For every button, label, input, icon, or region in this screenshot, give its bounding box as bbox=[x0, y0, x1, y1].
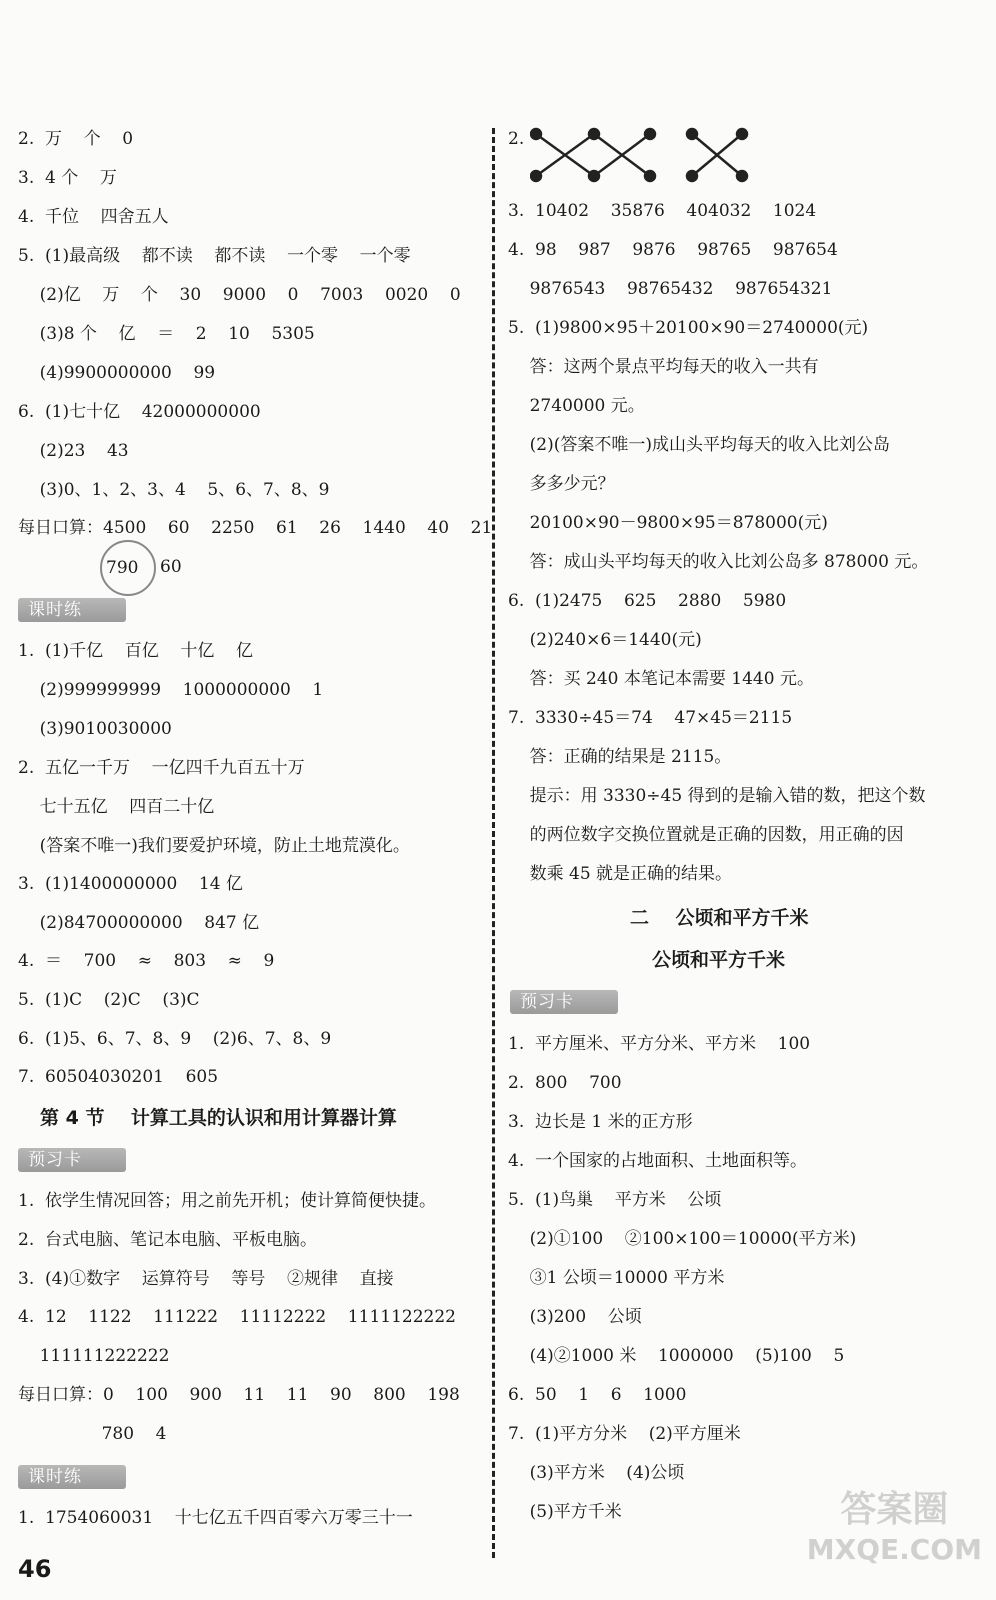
answer-line: (2)84700000000 847 亿 bbox=[18, 913, 260, 933]
answer-line: 4. ＝ 700 ≈ 803 ≈ 9 bbox=[18, 951, 275, 971]
section-tag-preview: 预习卡 bbox=[18, 1148, 126, 1172]
answer-line: 111111222222 bbox=[18, 1346, 170, 1366]
answer-line: (2)(答案不唯一)成山头平均每天的收入比刘公岛 bbox=[508, 435, 890, 455]
answer-line: 2. 台式电脑、笔记本电脑、平板电脑。 bbox=[18, 1230, 318, 1250]
answer-line: (5)平方千米 bbox=[508, 1502, 622, 1522]
answer-line: 6. (1)七十亿 42000000000 bbox=[18, 402, 261, 422]
matching-lines-diagram bbox=[530, 126, 750, 186]
answer-line: 2. 五亿一千万 一亿四千九百五十万 bbox=[18, 758, 305, 778]
answer-line: (3)200 公顷 bbox=[508, 1307, 642, 1327]
dot-marker bbox=[589, 129, 599, 139]
answer-line: 答：成山头平均每天的收入比刘公岛多 878000 元。 bbox=[508, 552, 929, 572]
answer-line: (3)9010030000 bbox=[18, 719, 172, 739]
answer-line: 3. (4)①数字 运算符号 等号 ②规律 直接 bbox=[18, 1269, 394, 1289]
answer-line: ③1 公顷＝10000 平方米 bbox=[508, 1268, 725, 1288]
answer-line: 5. (1)鸟巢 平方米 公顷 bbox=[508, 1190, 722, 1210]
answer-line: (4)②1000 米 1000000 (5)100 5 bbox=[508, 1346, 845, 1366]
answer-line: (2)①100 ②100×100＝10000(平方米) bbox=[508, 1229, 857, 1249]
answer-line: 1. 1754060031 十七亿五千四百零六万零三十一 bbox=[18, 1508, 413, 1528]
answer-line: 答：正确的结果是 2115。 bbox=[508, 747, 732, 767]
section-tag-preview: 预习卡 bbox=[510, 990, 618, 1014]
answer-line: 7. (1)平方分米 (2)平方厘米 bbox=[508, 1424, 741, 1444]
dot-marker bbox=[737, 171, 747, 181]
answer-line: 60 bbox=[160, 557, 182, 577]
dot-marker bbox=[687, 171, 697, 181]
answer-line: 3. 4 个 万 bbox=[18, 168, 117, 188]
answer-line: 1. (1)千亿 百亿 十亿 亿 bbox=[18, 641, 253, 661]
answer-line: 1. 依学生情况回答；用之前先开机；使计算简便快捷。 bbox=[18, 1191, 437, 1211]
answer-line: 4. 98 987 9876 98765 987654 bbox=[508, 240, 838, 260]
section-tag-practice: 课时练 bbox=[18, 1465, 126, 1489]
answer-line: 7. 3330÷45＝74 47×45＝2115 bbox=[508, 708, 793, 728]
answer-line: 多多少元？ bbox=[508, 474, 615, 494]
answer-line: (2)23 43 bbox=[18, 441, 129, 461]
dot-marker bbox=[531, 129, 541, 139]
watermark-logo bbox=[807, 1490, 982, 1570]
stamp-mark: 790 bbox=[100, 540, 156, 596]
answer-line: 5. (1)最高级 都不读 都不读 一个零 一个零 bbox=[18, 246, 411, 266]
answer-line: 6. (1)5、6、7、8、9 (2)6、7、8、9 bbox=[18, 1029, 332, 1049]
dot-marker bbox=[531, 171, 541, 181]
answer-line: 的两位数字交换位置就是正确的因数，用正确的因 bbox=[508, 825, 904, 845]
answer-line: 9876543 98765432 987654321 bbox=[508, 279, 833, 299]
answer-line: (4)9900000000 99 bbox=[18, 363, 216, 383]
mental-math-line: 每日口算：4500 60 2250 61 26 1440 40 21 bbox=[18, 518, 493, 538]
column-divider bbox=[492, 128, 495, 1558]
answer-line: 3. (1)1400000000 14 亿 bbox=[18, 874, 243, 894]
answer-line: 2. 800 700 bbox=[508, 1073, 622, 1093]
answer-line: 2. bbox=[508, 129, 525, 149]
answer-line: 6. 50 1 6 1000 bbox=[508, 1385, 687, 1405]
mental-math-line: 每日口算：0 100 900 11 11 90 800 198 bbox=[18, 1385, 460, 1405]
answer-line: 提示：用 3330÷45 得到的是输入错的数，把这个数 bbox=[508, 786, 926, 806]
watermark-url: MXQE.COM bbox=[806, 1533, 982, 1566]
dot-marker bbox=[589, 171, 599, 181]
dot-marker bbox=[645, 129, 655, 139]
page-number: 46 bbox=[18, 1555, 52, 1583]
answer-line: (答案不唯一)我们要爱护环境，防止土地荒漠化。 bbox=[18, 836, 410, 856]
answer-line: (3)8 个 亿 ＝ 2 10 5305 bbox=[18, 324, 315, 344]
dot-marker bbox=[687, 129, 697, 139]
answer-line: 3. 边长是 1 米的正方形 bbox=[508, 1112, 693, 1132]
answer-line: 3. 10402 35876 404032 1024 bbox=[508, 201, 817, 221]
answer-line: 七十五亿 四百二十亿 bbox=[18, 797, 215, 817]
answer-line: 4. 一个国家的占地面积、土地面积等。 bbox=[508, 1151, 808, 1171]
answer-line: 2740000 元。 bbox=[508, 396, 645, 416]
dot-marker bbox=[645, 171, 655, 181]
chapter-heading: 二 公顷和平方千米 bbox=[630, 907, 809, 929]
section-tag-practice: 课时练 bbox=[18, 598, 126, 622]
answer-line: 780 4 bbox=[80, 1424, 167, 1444]
answer-line: 5. (1)9800×95＋20100×90＝2740000(元) bbox=[508, 318, 869, 338]
answer-line: 2. 万 个 0 bbox=[18, 129, 134, 149]
watermark-text: 答案圈 bbox=[840, 1489, 949, 1530]
answer-line: 6. (1)2475 625 2880 5980 bbox=[508, 591, 787, 611]
answer-line: 数乘 45 就是正确的结果。 bbox=[508, 864, 733, 884]
answer-line: 1. 平方厘米、平方分米、平方米 100 bbox=[508, 1034, 811, 1054]
answer-line: (2)240×6＝1440(元) bbox=[508, 630, 702, 650]
answer-line: (2)999999999 1000000000 1 bbox=[18, 680, 324, 700]
dot-marker bbox=[737, 129, 747, 139]
answer-line: (2)亿 万 个 30 9000 0 7003 0020 0 bbox=[18, 285, 461, 305]
answer-line: 7. 60504030201 605 bbox=[18, 1067, 219, 1087]
answer-line: 答：这两个景点平均每天的收入一共有 bbox=[508, 357, 819, 377]
answer-line: 5. (1)C (2)C (3)C bbox=[18, 990, 200, 1010]
section-heading: 第 4 节 计算工具的认识和用计算器计算 bbox=[40, 1107, 397, 1129]
answer-line: 20100×90－9800×95＝878000(元) bbox=[508, 513, 828, 533]
answer-line: (3)0、1、2、3、4 5、6、7、8、9 bbox=[18, 480, 330, 500]
answer-line: 4. 千位 四舍五人 bbox=[18, 207, 169, 227]
section-heading: 公顷和平方千米 bbox=[652, 949, 786, 971]
answer-line: 4. 12 1122 111222 11112222 1111122222 bbox=[18, 1307, 456, 1327]
answer-line: 答：买 240 本笔记本需要 1440 元。 bbox=[508, 669, 814, 689]
answer-line: (3)平方米 (4)公顷 bbox=[508, 1463, 685, 1483]
